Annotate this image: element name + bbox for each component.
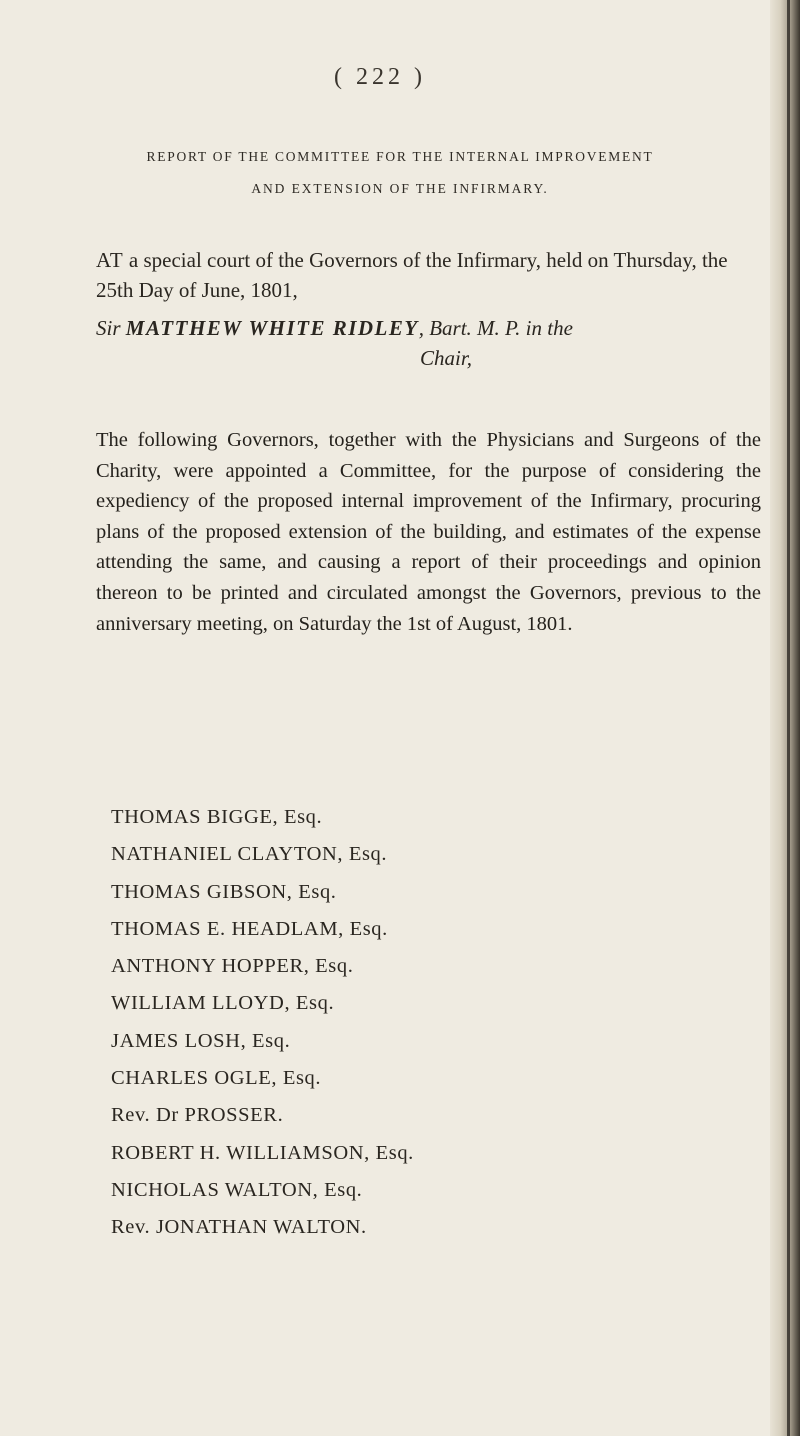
page-number: ( 222 ) bbox=[334, 64, 426, 90]
report-title-line-1: REPORT OF THE COMMITTEE FOR THE INTERNAL IMPROVEMENT bbox=[146, 149, 654, 164]
committee-member-list bbox=[111, 799, 671, 1247]
list-item: THOMAS BIGGE, Esq. bbox=[111, 806, 323, 828]
intro-text: a special court of the Governors of the Infirmary, held on Thursday, the 25th Day of June, 1801, bbox=[96, 248, 728, 302]
list-item: ANTHONY HOPPER, Esq. bbox=[111, 955, 354, 978]
chair-line bbox=[96, 313, 756, 373]
list-item: THOMAS GIBSON, Esq. bbox=[111, 880, 337, 903]
meeting-intro bbox=[96, 245, 756, 305]
chair-name: MATTHEW WHITE RIDLEY bbox=[125, 316, 419, 340]
list-item: JAMES LOSH, Esq. bbox=[111, 1029, 291, 1052]
list-item: Rev. JONATHAN WALTON. bbox=[111, 1216, 367, 1239]
list-item: CHARLES OGLE, Esq. bbox=[111, 1067, 322, 1090]
chair-suffix: , Bart. M. P. in the bbox=[418, 316, 573, 340]
chair-prefix: Sir bbox=[96, 316, 126, 340]
list-item: NATHANIEL CLAYTON, Esq. bbox=[111, 843, 388, 866]
committee-paragraph bbox=[96, 425, 761, 639]
paragraph-text: The following Governors, together with the Physicians and Surgeons of the Charity, were appointed a Committee, for the purpose of considering the expediency of the proposed internal improvement of the Infirmary, procuring plans of the proposed extension of the building, and estimates of the expense attending the same, and causing a report of their proceedings and opinion thereon to be printed and circulated amongst the Governors, previous to the anniversary meeting, on Saturday the 1st of August, 1801. bbox=[96, 429, 761, 635]
list-item: Rev. Dr PROSSER. bbox=[111, 1104, 284, 1127]
list-item: NICHOLAS WALTON, Esq. bbox=[111, 1178, 363, 1201]
intro-first-word: AT bbox=[96, 248, 124, 272]
report-title-line-2: AND EXTENSION OF THE INFIRMARY. bbox=[251, 181, 549, 196]
list-item: WILLIAM LLOYD, Esq. bbox=[111, 992, 335, 1015]
list-item: THOMAS E. HEADLAM, Esq. bbox=[111, 917, 388, 940]
list-item: ROBERT H. WILLIAMSON, Esq. bbox=[111, 1141, 414, 1164]
chair-line-2: Chair, bbox=[420, 346, 472, 370]
page-binding-edge bbox=[770, 0, 800, 1436]
